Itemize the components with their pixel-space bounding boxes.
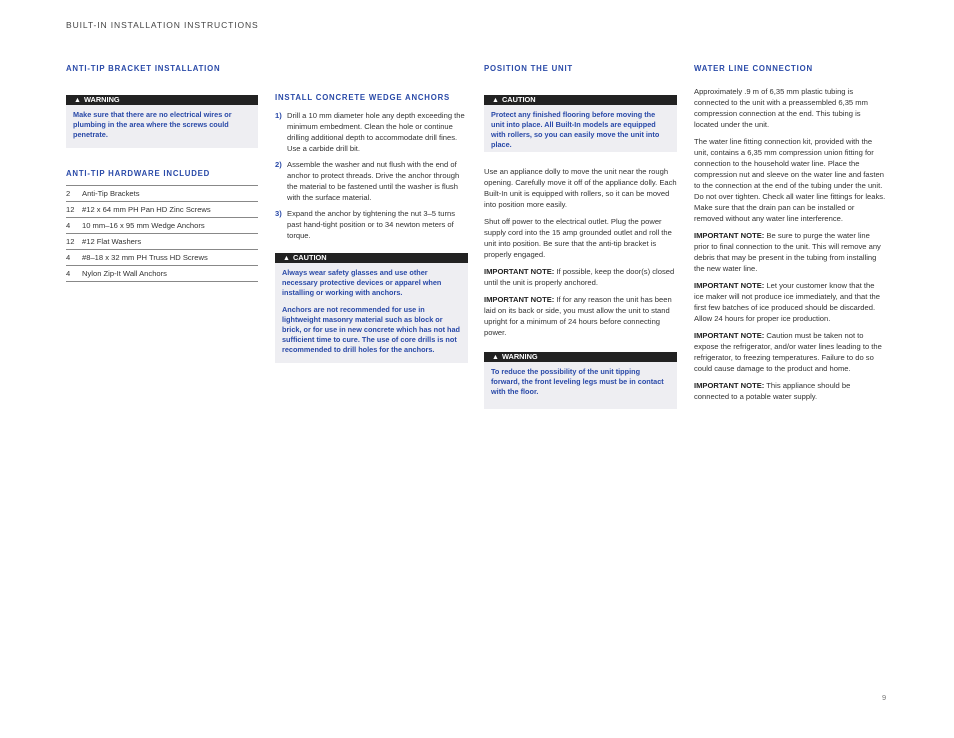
qty-cell: 4 — [66, 250, 82, 266]
hardware-title: ANTI-TIP HARDWARE INCLUDED — [66, 169, 211, 178]
item-cell: #12 x 64 mm PH Pan HD Zinc Screws — [82, 202, 258, 218]
caution-label: CAUTION — [501, 95, 536, 104]
step-item — [275, 208, 468, 241]
important-note — [484, 294, 677, 338]
page-number: 9 — [882, 693, 887, 702]
note-label: IMPORTANT NOTE: — [694, 231, 765, 240]
caution-icon: ▲ — [283, 255, 290, 262]
caution-icon: ▲ — [492, 97, 499, 104]
note-text: Let your customer know that the ice maker will not produce ice immediately, and that the first few batches of ice produced should be discarded. Allow 24 hours for proper ice production. — [694, 281, 880, 323]
col-position-unit — [484, 63, 677, 409]
warning-box — [484, 352, 677, 409]
qty-cell: 12 — [66, 202, 82, 218]
warning-bar — [66, 95, 258, 105]
note-label: IMPORTANT NOTE: — [694, 281, 765, 290]
warning-icon: ▲ — [74, 97, 81, 104]
step-text: Drill a 10 mm diameter hole any depth exceeding the minimum embedment. Clean the hole or continue drilling additional depth to accommodate drill fines. Use a carbide drill bit. — [287, 111, 465, 153]
col-wedge-anchors — [275, 92, 468, 363]
caution-text: Protect any finished flooring before moving the unit into place. All Built-In models are equipped with rollers, so you can easily move the unit into place. — [491, 110, 660, 149]
table-row — [66, 218, 258, 234]
step-number: 2) — [275, 160, 282, 169]
qty-cell: 4 — [66, 266, 82, 282]
table-row — [66, 186, 258, 202]
caution-label: CAUTION — [292, 253, 327, 262]
caution-box — [484, 95, 677, 152]
hardware-table — [66, 185, 258, 282]
item-cell: #12 Flat Washers — [82, 234, 258, 250]
important-note — [694, 230, 886, 274]
note-label: IMPORTANT NOTE: — [484, 295, 555, 304]
note-text: If for any reason the unit has been laid on its back or side, you must allow the unit to stand upright for a minimum of 24 hours before connecting power. — [484, 295, 672, 337]
qty-cell: 12 — [66, 234, 82, 250]
position-body — [484, 166, 677, 338]
warning-text: Make sure that there are no electrical wires or plumbing in the area where the screws could penetrate. — [73, 110, 232, 139]
paragraph: Approximately .9 m of 6,35 mm plastic tubing is connected to the unit with a preassembled 6,35 mm compression connection at the end. This tubing is located under the unit. — [694, 87, 868, 129]
important-note — [694, 280, 886, 324]
warning-icon: ▲ — [492, 354, 499, 361]
col-anti-tip — [66, 63, 258, 282]
note-text: This appliance should be connected to a potable water supply. — [694, 381, 851, 401]
note-text: Caution must be taken not to expose the refrigerator, and/or water lines leading to the refrigerator, to freezing temperatures. Failure to do so could cause damage to the product and home. — [694, 331, 882, 373]
paragraph: The water line fitting connection kit, provided with the unit, contains a 6,35 mm compression union fitting for connection to the household water line. Place the compression nut and sleeve on the water line and fasten to the connection at the end of the tubing under the unit. Do not over tighten. Check all water line fittings for leaks. Make sure that the drain pan can be installed or removed without any water line interference. — [694, 137, 886, 223]
caution-bar — [484, 95, 677, 105]
warning-bar — [484, 352, 677, 362]
warning-box — [66, 95, 258, 148]
important-note — [694, 330, 886, 374]
warning-text: To reduce the possibility of the unit tipping forward, the front leveling legs must be in contact with the floor. — [491, 367, 664, 396]
item-cell: Anti-Tip Brackets — [82, 186, 258, 202]
step-item — [275, 159, 468, 203]
step-number: 1) — [275, 111, 282, 120]
table-row — [66, 266, 258, 282]
page-header: BUILT-IN INSTALLATION INSTRUCTIONS — [66, 20, 259, 30]
note-text: If possible, keep the door(s) closed until the unit is properly anchored. — [484, 267, 675, 287]
paragraph: Shut off power to the electrical outlet. Plug the power supply cord into the 15 amp grounded outlet and roll the unit into position. Be sure that the anti-tip bracket is properly engaged. — [484, 217, 672, 259]
note-label: IMPORTANT NOTE: — [694, 331, 765, 340]
note-text: Be sure to purge the water line prior to final connection to the unit. This will remove any debris that may be present in the tubing from installing the new water line. — [694, 231, 881, 273]
item-cell: Nylon Zip-It Wall Anchors — [82, 266, 258, 282]
qty-cell: 4 — [66, 218, 82, 234]
position-unit-title: POSITION THE UNIT — [484, 64, 573, 73]
caution-text: Anchors are not recommended for use in lightweight masonry material such as block or brick, or for use in new concrete which has not had sufficient time to cure. The use of core drills is not recommended to drill holes for the anchors. — [282, 305, 460, 354]
table-row — [66, 234, 258, 250]
warning-label: WARNING — [501, 352, 538, 361]
table-row — [66, 250, 258, 266]
important-note — [694, 380, 886, 402]
note-label: IMPORTANT NOTE: — [484, 267, 555, 276]
paragraph: Use an appliance dolly to move the unit near the rough opening. Carefully move it off of the appliance dolly. Each Built-In unit is equipped with rollers, so it can be moved into position more easily. — [484, 167, 677, 209]
caution-text: Always wear safety glasses and use other necessary protective devices or apparel when installing or working with anchors. — [282, 268, 442, 297]
step-text: Assemble the washer and nut flush with the end of anchor to protect threads. Drive the anchor through the material to be fastened until the washer is flush with the surface material. — [287, 160, 460, 202]
important-note — [484, 266, 677, 288]
note-label: IMPORTANT NOTE: — [694, 381, 765, 390]
caution-box — [275, 253, 468, 363]
table-row — [66, 202, 258, 218]
wedge-anchors-title: INSTALL CONCRETE WEDGE ANCHORS — [275, 93, 451, 102]
steps-list — [275, 110, 468, 241]
item-cell: 10 mm–16 x 95 mm Wedge Anchors — [82, 218, 258, 234]
anti-tip-title: ANTI-TIP BRACKET INSTALLATION — [66, 64, 221, 73]
col-water-line — [694, 63, 886, 408]
caution-bar — [275, 253, 468, 263]
step-number: 3) — [275, 209, 282, 218]
warning-label: WARNING — [83, 95, 120, 104]
water-line-title: WATER LINE CONNECTION — [694, 64, 813, 73]
qty-cell: 2 — [66, 186, 82, 202]
step-item — [275, 110, 468, 154]
step-text: Expand the anchor by tightening the nut 3–5 turns past hand-tight position or to 34 newton meters of torque. — [287, 209, 456, 240]
item-cell: #8–18 x 32 mm PH Truss HD Screws — [82, 250, 258, 266]
